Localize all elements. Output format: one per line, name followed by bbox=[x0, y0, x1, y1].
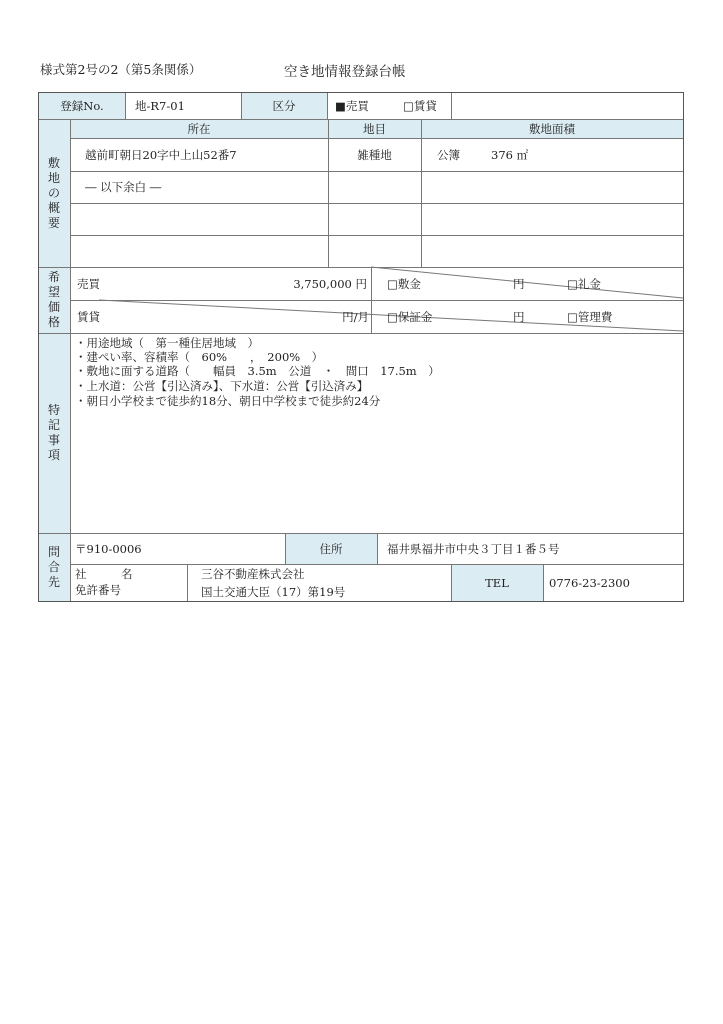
tel-value[interactable]: 0776-23-2300 bbox=[549, 575, 630, 590]
key-money-checkbox[interactable]: □礼金 bbox=[567, 276, 601, 291]
area-source: 公簿 bbox=[437, 147, 460, 162]
col-location-header: 所在 bbox=[187, 121, 211, 136]
deposit-unit: 円 bbox=[513, 276, 525, 291]
reg-no-value: 地-R7-01 bbox=[135, 99, 185, 113]
land-category-value: 雑種地 bbox=[357, 147, 392, 162]
area-value: 376 ㎡ bbox=[491, 147, 529, 162]
remainder-note: ― 以下余白 ― bbox=[85, 180, 162, 194]
company-name-value: 三谷不動産株式会社 bbox=[201, 566, 305, 581]
document-title: 空き地情報登録台帳 bbox=[284, 64, 406, 80]
category-label: 区分 bbox=[272, 99, 296, 113]
reg-no-label: 登録No. bbox=[60, 99, 104, 113]
rent-label: 賃貸 bbox=[77, 309, 100, 324]
site-section-label: 敷 地 の 概 要 bbox=[47, 155, 60, 230]
postal-code: 〒910-0006 bbox=[75, 541, 142, 556]
note-line: ・用途地域（ 第一種住居地域 ） bbox=[75, 336, 259, 350]
registry-table bbox=[38, 92, 684, 602]
note-line: ・建ぺい率、容積率（ 60% ， 200% ） bbox=[75, 350, 324, 364]
security-unit: 円 bbox=[513, 309, 525, 324]
management-fee-checkbox[interactable]: □管理費 bbox=[567, 309, 613, 324]
form-number-label: 様式第2号の2（第5条関係） bbox=[40, 62, 202, 77]
notes-section-label: 特 記 事 項 bbox=[47, 403, 60, 462]
col-area-header: 敷地面積 bbox=[529, 121, 575, 136]
note-line: ・上水道：公営【引込済み】、下水道：公営【引込済み】 bbox=[75, 379, 369, 393]
address-value: 福井県福井市中央３丁目１番５号 bbox=[387, 541, 560, 556]
sale-price-value: 3,750,000 円 bbox=[293, 276, 367, 291]
note-line: ・朝日小学校まで徒歩約18分、朝日中学校まで徒歩約24分 bbox=[75, 394, 381, 408]
price-section-label: 希 望 価 格 bbox=[47, 270, 60, 329]
deposit-checkbox[interactable]: □敷金 bbox=[387, 276, 421, 291]
location-value: 越前町朝日20字中上山52番7 bbox=[85, 147, 237, 162]
sale-label: 売買 bbox=[77, 276, 100, 291]
address-label: 住所 bbox=[319, 541, 343, 556]
tel-label: TEL bbox=[485, 575, 509, 590]
option-sale-checkbox[interactable]: ■売買 bbox=[335, 99, 369, 113]
col-land-category-header: 地目 bbox=[363, 121, 386, 136]
contact-section-label: 問 合 先 bbox=[47, 544, 60, 589]
option-rent-checkbox[interactable]: □賃貸 bbox=[403, 99, 437, 113]
company-name-label: 社 名 bbox=[75, 567, 133, 581]
security-deposit-checkbox[interactable]: □保証金 bbox=[387, 309, 433, 324]
note-line: ・敷地に面する道路（ 幅員 3.5m 公道 ・ 間口 17.5m ） bbox=[75, 364, 440, 378]
license-value: 国土交通大臣（17）第19号 bbox=[201, 584, 346, 599]
license-label: 免許番号 bbox=[75, 583, 121, 597]
rent-unit: 円/月 bbox=[342, 309, 369, 324]
